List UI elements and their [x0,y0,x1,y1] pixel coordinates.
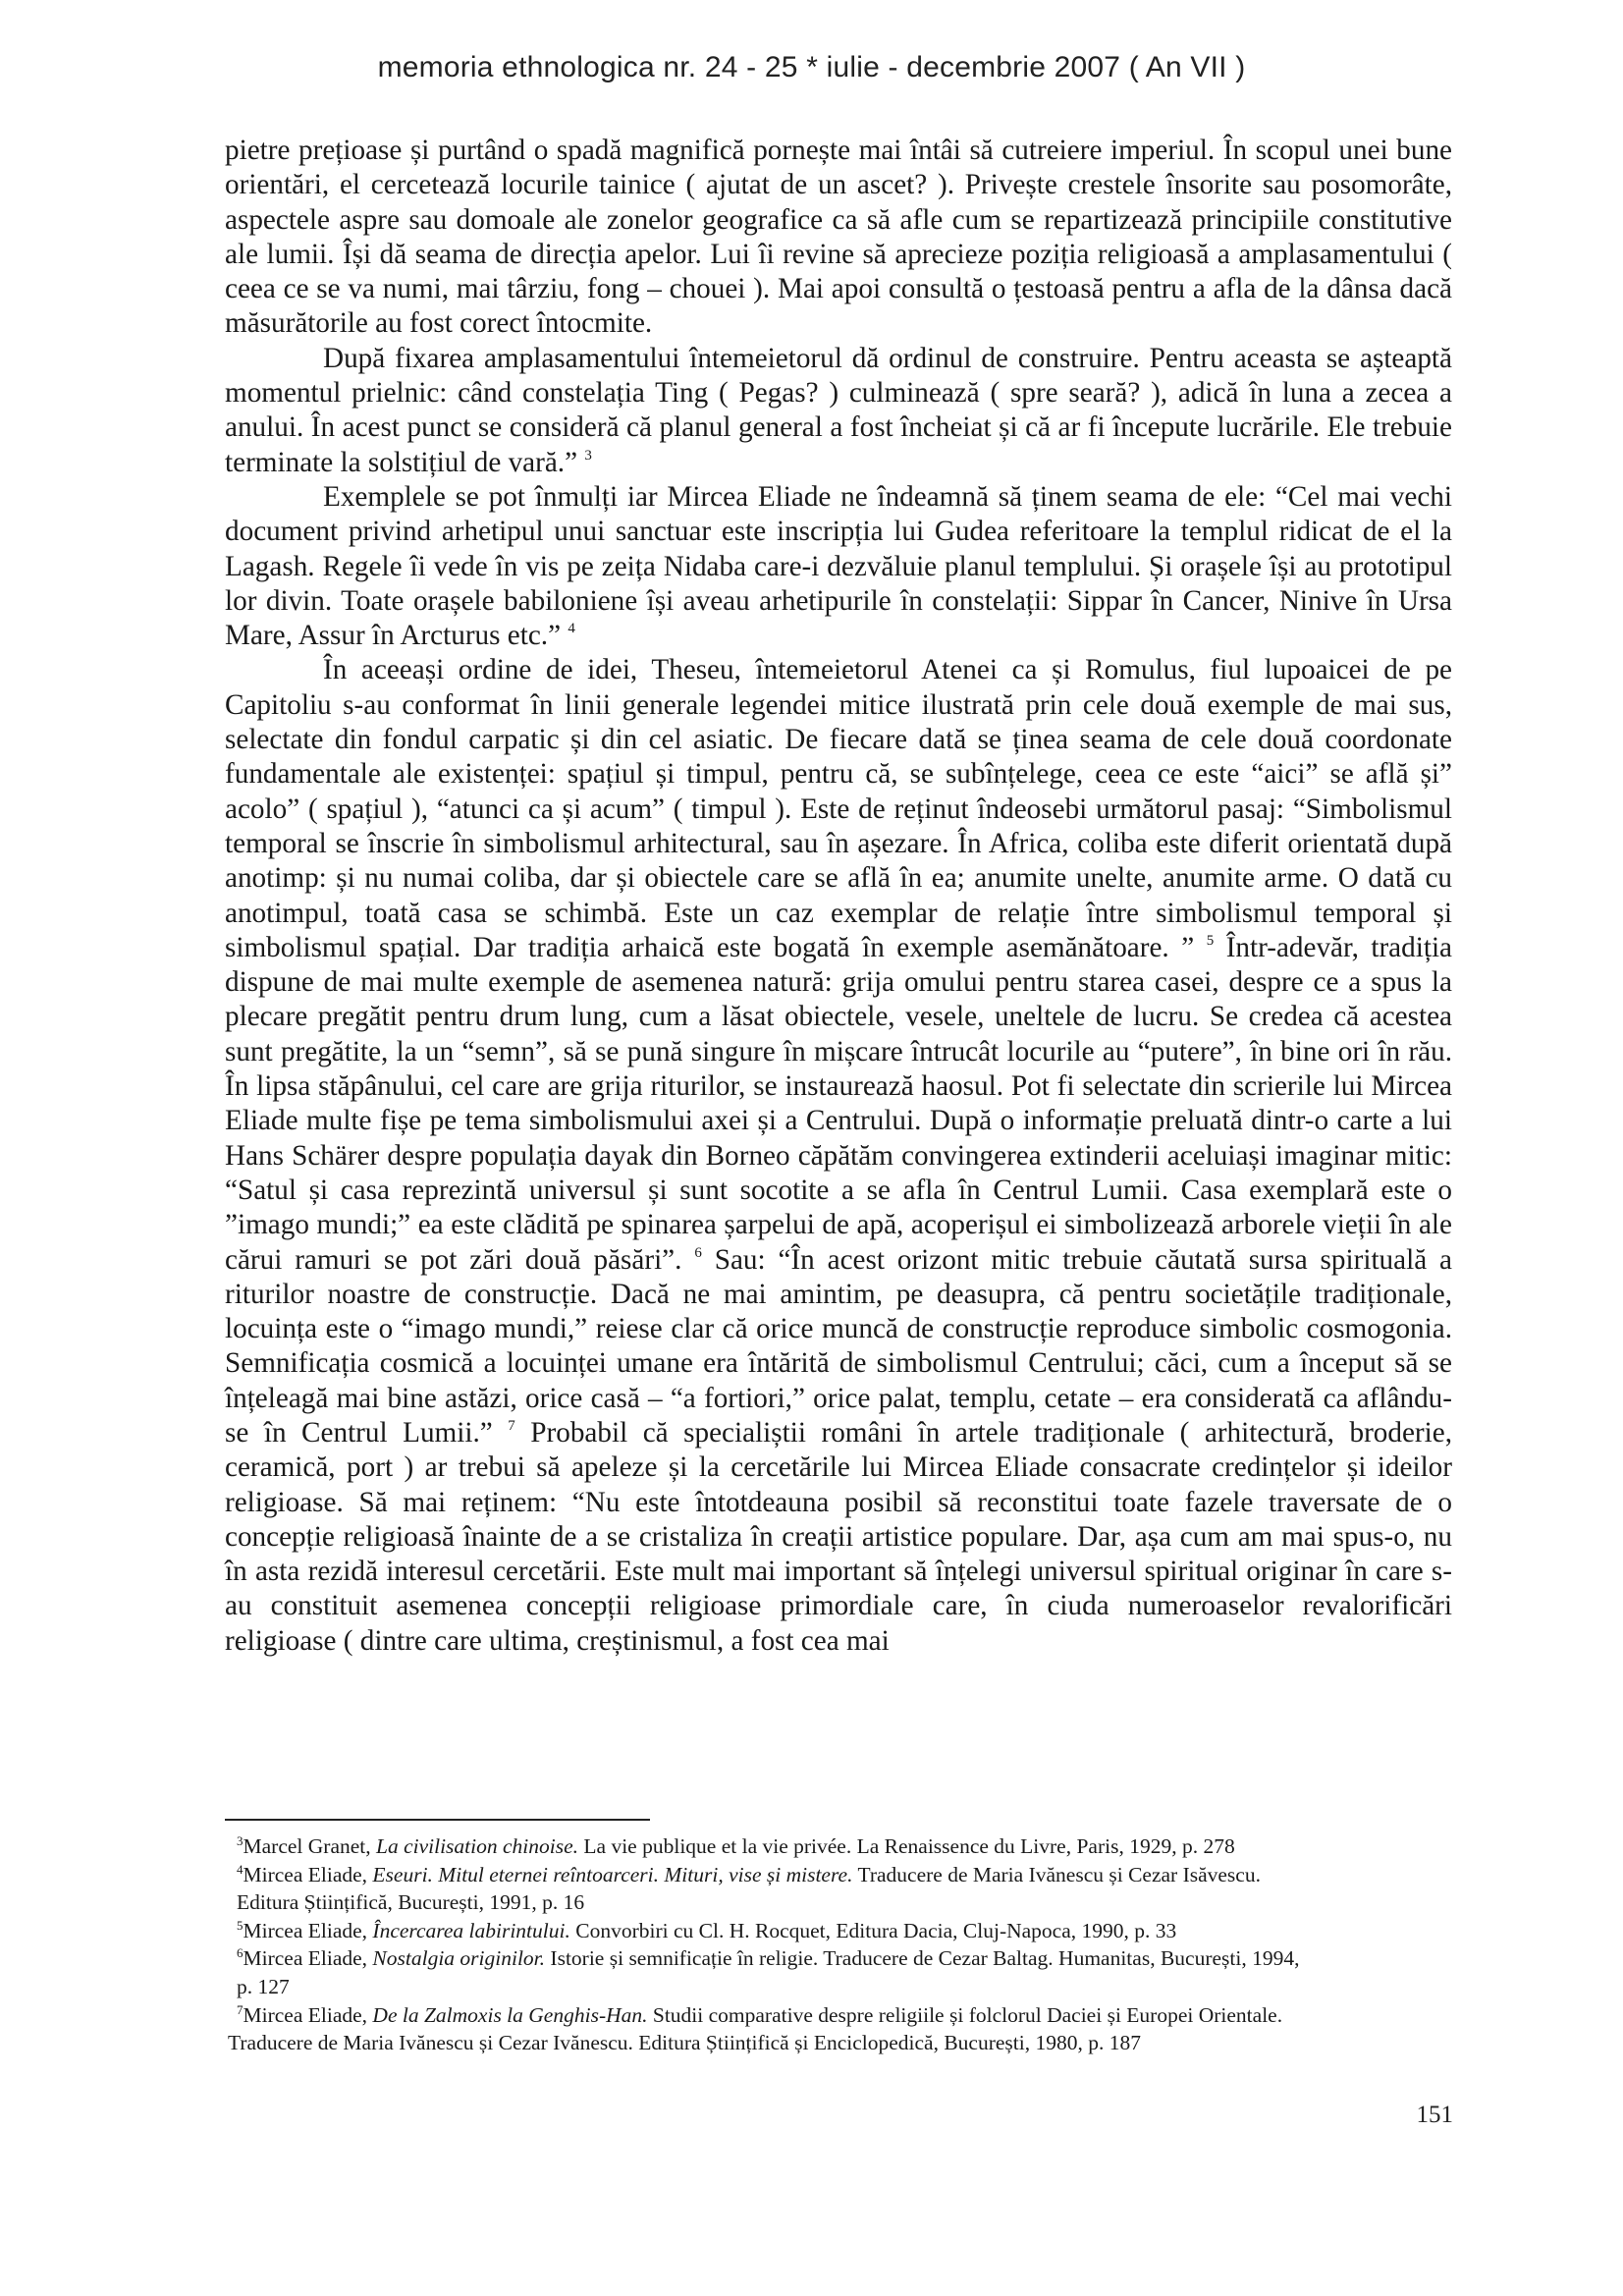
paragraph-4 [225,653,1452,1659]
paragraph-2 [225,342,1452,480]
footnote-ref-3[interactable]: 3 [584,447,592,464]
footnote-title: Nostalgia originilor. [372,1946,546,1971]
footnotes [228,1832,1455,2057]
footnote-number: 3 [237,1833,243,1848]
footnote-number: 7 [237,2001,243,2017]
footnote-continuation: p. 127 [237,1974,290,1998]
footnote-author: Mircea Eliade, [243,1946,373,1971]
footnote-author: Marcel Granet, [243,1834,376,1858]
footnote-details: Traducere de Maria Ivănescu și Cezar Isăvescu. [852,1862,1261,1886]
footnote-number: 6 [237,1945,243,1961]
paragraph-2-text: După fixarea amplasamentului întemeietorul dă ordinul de construire. Pentru aceasta se așteaptă momentul prielnic: când constelația Ting ( Pegas? ) culminează ( spre seară? ), adică în luna a zecea a anului. În acest punct se consideră că planul general a fost încheiat și că ar fi începute lucrările. Ele trebuie terminate la solstițiul de vară.” [225,342,1452,478]
footnote-title: Eseuri. Mitul eternei reîntoarceri. Mituri, vise și mistere. [372,1862,853,1886]
paragraph-3-text: Exemplele se pot înmulți iar Mircea Eliade ne îndeamnă să ținem seama de ele: “Cel mai vechi document privind arhetipul unui sanctuar este inscripția lui Gudea referitoare la templul ridicat de el la Lagash. Regele îi vede în vis pe zeița Nidaba care-i dezvăluie planul templului. Și orașele își au prototipul lor divin. Toate orașele babiloniene își aveau arhetipurile în constelații: Sippar în Cancer, Ninive în Ursa Mare, Assur în Arcturus etc.” [225,480,1452,652]
footnote-author: Mircea Eliade, [243,2002,373,2027]
footnote-ref-5[interactable]: 5 [1206,932,1215,949]
footnote-ref-4[interactable]: 4 [568,621,575,637]
footnote-title: De la Zalmoxis la Genghis-Han. [372,2002,648,2027]
paragraph-3 [225,480,1452,653]
footnote-author: Mircea Eliade, [243,1918,373,1942]
footnote-title: La civilisation chinoise. [376,1834,579,1858]
paragraph-4-text-b: Într-adevăr, tradiția dispune de mai multe exemple de asemenea natură: grija omului pentru starea casei, despre ce a spus la plecare pregătit pentru drum lung, cum a lăsat obiectele, vesele, uneltele de lucru. Se credea că acestea sunt pregătite, la un “semn”, să se pună singure în mișcare întrucât locurile au “putere”, în bine ori în rău. În lipsa stăpânului, cel care are grija riturilor, se instaurează haosul. Pot fi selectate din scrierile lui Mircea Eliade multe fișe pe tema simbolismului axei și a Centrului. După o informație preluată dintr-o carte a lui Hans Schärer despre populația dayak din Borneo căpătăm convingerea extinderii aceluiași imaginar mitic: “Satul și casa reprezintă universul și sunt socotite a se afla în Centrul Lumii. Casa exemplară este o ”imago mundi;” ea este clădită pe spinarea șarpelui de apă, acoperișul ei simbolizează arborele vieții în ale cărui ramuri se pot zări două păsări”. [225,931,1453,1276]
footnote-number: 4 [237,1861,243,1877]
footnote-details: La vie publique et la vie privée. La Renaissence du Livre, Paris, 1929, p. 278 [578,1834,1235,1858]
footnote-7 [228,2001,1455,2057]
footnote-author: Mircea Eliade, [243,1862,373,1886]
footnote-ref-6[interactable]: 6 [694,1244,702,1261]
footnote-5 [228,1917,1455,1945]
paragraph-1: pietre prețioase și purtând o spadă magnifică pornește mai întâi să cutreiere imperiul. În scopul unei bune orientări, el cercetează locurile tainice ( ajutat de un ascet? ). Privește crestele însorite sau posomorâte, aspectele aspre sau domoale ale zonelor geografice ca să afle cum se repartizează principiile constitutive ale lumii. Își dă seama de direcția apelor. Lui îi revine să aprecieze poziția religioasă a amplasamentului ( ceea ce se va numi, mai târziu, fong – chouei ). Mai apoi consultă o țestoasă pentru a afla de la dânsa dacă măsurătorile au fost corect întocmite. [225,135,1452,340]
paragraph-4-text-c: Sau: “În acest orizont mitic trebuie căutată sursa spirituală a riturilor noastre de construcție. Dacă ne mai amintim, pe deasupra, că pentru societățile tradiționale, locuința este o “imago mundi,” reiese clar că orice muncă de construcție reproduce simbolic cosmogonia. Semnificația cosmică a locuinței umane era întărită de simbolismul Centrului; căci, cum a început să se înțeleagă mai bine astăzi, orice casă – “a fortiori,” orice palat, templu, cetate – era considerată ca aflându-se în Centrul Lumii.” [225,1243,1453,1449]
footnote-title: Încercarea labirintului. [372,1918,570,1942]
footnote-continuation: Editura Științifică, București, 1991, p. 16 [237,1890,585,1915]
running-header: memoria ethnologica nr. 24 - 25 * iulie - decembrie 2007 ( An VII ) [377,51,1246,83]
footnote-ref-7[interactable]: 7 [508,1417,515,1434]
paragraph-4-text-d: Probabil că specialiștii români în artele tradiționale ( arhitectură, broderie, ceramică, port ) ar trebui să apeleze și la cercetările lui Mircea Eliade consacrate credințelor și ideilor religioase. Să mai reținem: “Nu este întotdeauna posibil să reconstitui toate fazele traversate de o concepție religioasă înainte de a se cristaliza în creații artistice populare. Dar, așa cum am mai spus-o, nu în asta rezidă interesul cercetării. Este mult mai important să înțelegi universul spiritual originar în care s-au constituit asemenea concepții religioase primordiale care, în ciuda numeroaselor revalorificări religioase ( dintre care ultima, creștinismul, a fost cea mai [225,1416,1453,1657]
footnote-details: Istorie și semnificație în religie. Traducere de Cezar Baltag. Humanitas, București, 1994, [545,1946,1300,1971]
footnote-3 [228,1832,1455,1861]
footnote-details: Convorbiri cu Cl. H. Rocquet, Editura Dacia, Cluj-Napoca, 1990, p. 33 [569,1918,1177,1942]
footnote-divider [225,1819,650,1821]
footnote-continuation: Traducere de Maria Ivănescu și Cezar Ivănescu. Editura Științifică și Enciclopedică, București, 1980, p. 187 [228,2031,1141,2055]
main-text [225,134,1452,1659]
footnote-details: Studii comparative despre religiile și folclorul Daciei și Europei Orientale. [647,2002,1283,2027]
footnote-4 [228,1861,1455,1917]
footnote-number: 5 [237,1917,243,1933]
page-number: 151 [1416,2102,1453,2128]
paragraph-4-text-a: În aceeași ordine de idei, Theseu, întemeietorul Atenei ca și Romulus, fiul lupoaicei de pe Capitoliu s-au conformat în linii generale legendei mitice ilustrată prin cele două exemple de mai sus, selectate din fondul carpatic și din cel asiatic. De fiecare dată se ținea seama de cele două coordonate fundamentale ale existenței: spațiul și timpul, pentru că, se subînțelege, ceea ce este “aici” se află și” acolo” ( spațiul ), “atunci ca și acum” ( timpul ). Este de reținut îndeosebi următorul pasaj: “Simbolismul temporal se înscrie în simbolismul arhitectural, sau în așezare. În Africa, coliba este diferit orientată după anotimp: și nu numai coliba, dar și obiectele care se află în ea; anumite unelte, anumite arme. O dată cu anotimpul, toată casa se schimbă. Este un caz exemplar de relație între simbolismul temporal și simbolismul spațial. Dar tradiția arhaică este bogată în exemple asemănătoare. ” [225,654,1452,963]
footnote-6 [228,1944,1455,2000]
